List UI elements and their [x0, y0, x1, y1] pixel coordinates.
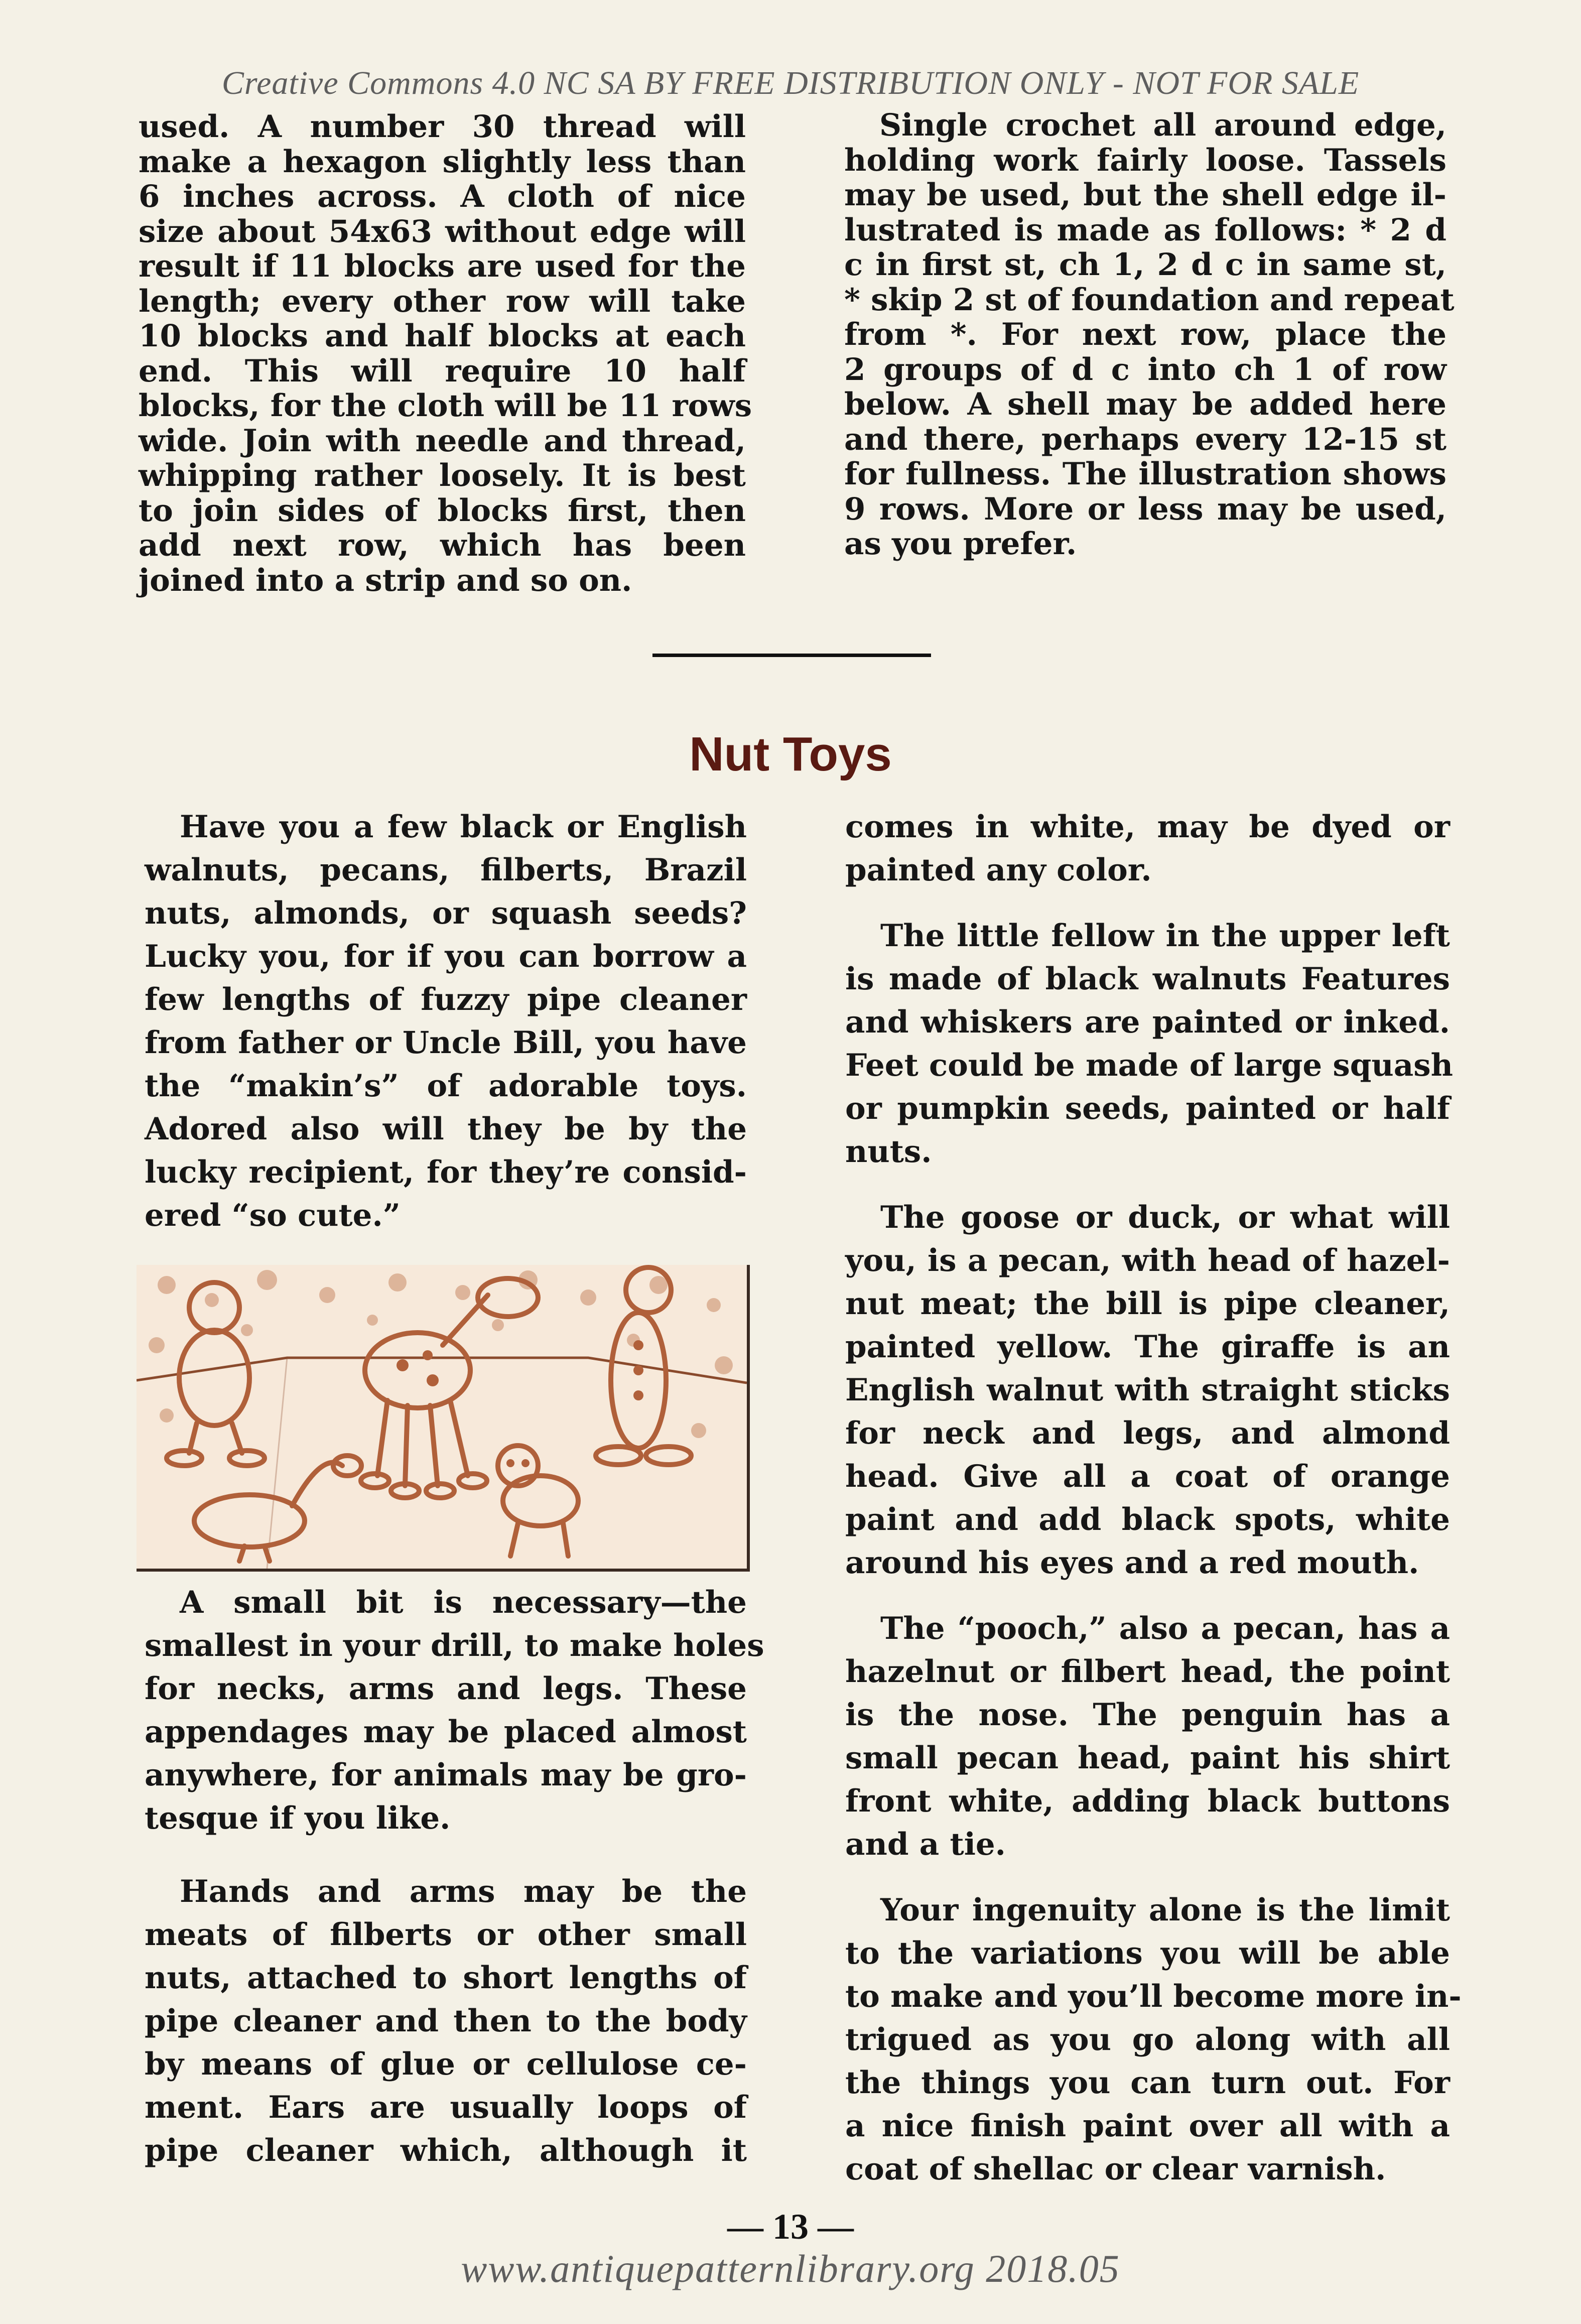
- section-title: Nut Toys: [689, 727, 892, 781]
- text-line: painted yellow. The giraffe is an: [845, 1329, 1450, 1365]
- text-line: below. A shell may be added here: [844, 386, 1446, 422]
- text-line: comes in white, may be dyed or: [845, 809, 1450, 845]
- nut-toys-left-intro: [145, 806, 747, 1237]
- text-line: A small bit is necessary—the: [180, 1585, 747, 1620]
- text-line: English walnut with straight sticks: [845, 1372, 1450, 1408]
- text-line: may be used, but the shell edge il-: [844, 177, 1446, 213]
- text-line: used. A number 30 thread will: [139, 109, 746, 145]
- text-line: pipe cleaner and then to the body: [145, 2003, 747, 2039]
- text-line: appendages may be placed almost: [145, 1714, 747, 1750]
- text-line: ered “so cute.”: [145, 1198, 401, 1233]
- text-line: joined into a strip and so on.: [139, 562, 632, 598]
- text-line: paint and add black spots, white: [845, 1502, 1450, 1537]
- text-line: the “makin’s” of adorable toys.: [145, 1068, 747, 1104]
- text-line: to the variations you will be able: [845, 1935, 1450, 1971]
- text-line: pipe cleaner which, although it: [145, 2133, 747, 2168]
- text-line: for neck and legs, and almond: [845, 1415, 1450, 1451]
- text-line: painted any color.: [845, 852, 1152, 888]
- text-line: meats of filberts or other small: [145, 1917, 747, 1953]
- nut-toys-illustration: [137, 1265, 750, 1572]
- text-line: from *. For next row, place the: [844, 317, 1446, 352]
- nut-toys-right-column: [845, 806, 1462, 2191]
- text-line: The little fellow in the upper left: [880, 918, 1450, 954]
- text-line: for fullness. The illustration shows: [844, 456, 1446, 492]
- top-left-column: [139, 109, 752, 598]
- text-line: c in first st, ch 1, 2 d c in same st,: [844, 247, 1446, 283]
- website-footer: www.antiquepatternlibrary.org 2018.05: [461, 2247, 1120, 2290]
- text-line: front white, adding black buttons: [845, 1783, 1450, 1819]
- text-line: by means of glue or cellulose ce-: [145, 2046, 747, 2082]
- text-line: ment. Ears are usually loops of: [145, 2090, 747, 2125]
- text-line: hazelnut or filbert head, the point: [845, 1654, 1450, 1690]
- text-line: wide. Join with needle and thread,: [139, 423, 746, 459]
- text-line: from father or Uncle Bill, you have: [145, 1025, 747, 1061]
- text-line: nuts.: [845, 1134, 932, 1170]
- text-line: nuts, attached to short lengths of: [145, 1960, 747, 1996]
- text-line: Lucky you, for if you can borrow a: [145, 939, 747, 974]
- top-right-column: [844, 107, 1455, 562]
- text-line: you, is a pecan, with head of hazel-: [845, 1243, 1450, 1278]
- text-line: nuts, almonds, or squash seeds?: [145, 895, 747, 931]
- text-line: to join sides of blocks first, then: [139, 492, 746, 529]
- text-line: tesque if you like.: [145, 1800, 451, 1836]
- text-line: a nice finish paint over all with a: [845, 2108, 1450, 2144]
- text-line: smallest in your drill, to make holes: [145, 1628, 764, 1663]
- text-line: make a hexagon slightly less than: [139, 144, 746, 180]
- text-line: holding work fairly loose. Tassels: [844, 142, 1446, 178]
- text-line: 2 groups of d c into ch 1 of row: [844, 351, 1446, 388]
- text-line: size about 54x63 without edge will: [139, 213, 746, 249]
- text-line: and there, perhaps every 12-15 st: [844, 421, 1446, 457]
- text-line: small pecan head, paint his shirt: [845, 1740, 1450, 1776]
- section-divider: [652, 654, 931, 657]
- text-line: end. This will require 10 half: [139, 353, 746, 389]
- text-line: 6 inches across. A cloth of nice: [139, 179, 746, 214]
- text-line: nut meat; the bill is pipe cleaner,: [845, 1286, 1450, 1322]
- text-line: Hands and arms may be the: [180, 1874, 747, 1909]
- text-line: Your ingenuity alone is the limit: [880, 1892, 1450, 1928]
- text-line: is the nose. The penguin has a: [845, 1697, 1450, 1733]
- text-line: for necks, arms and legs. These: [145, 1671, 747, 1707]
- text-line: Adored also will they be by the: [145, 1111, 747, 1147]
- text-line: is made of black walnuts Features: [845, 961, 1450, 997]
- text-line: to make and you’ll become more in-: [845, 1979, 1462, 2014]
- text-line: 10 blocks and half blocks at each: [139, 318, 746, 354]
- text-line: The goose or duck, or what will: [880, 1200, 1450, 1235]
- text-line: blocks, for the cloth will be 11 rows: [139, 388, 752, 424]
- text-line: few lengths of fuzzy pipe cleaner: [145, 982, 747, 1017]
- text-line: The “pooch,” also a pecan, has a: [880, 1611, 1450, 1646]
- text-line: as you prefer.: [844, 526, 1077, 562]
- text-line: length; every other row will take: [139, 283, 746, 319]
- text-line: and a tie.: [845, 1827, 1006, 1862]
- text-line: lucky recipient, for they’re consid-: [145, 1154, 747, 1190]
- text-line: or pumpkin seeds, painted or half: [845, 1091, 1450, 1126]
- license-header: Creative Commons 4.0 NC SA BY FREE DISTRIBUTION ONLY - NOT FOR SALE: [221, 65, 1360, 101]
- page-number: — 13 —: [727, 2207, 854, 2247]
- text-line: Single crochet all around edge,: [879, 107, 1446, 143]
- text-line: coat of shellac or clear varnish.: [845, 2151, 1386, 2187]
- text-line: add next row, which has been: [139, 528, 746, 563]
- text-line: and whiskers are painted or inked.: [845, 1004, 1450, 1040]
- text-line: anywhere, for animals may be gro-: [145, 1757, 747, 1793]
- text-line: * skip 2 st of foundation and repeat: [844, 282, 1455, 318]
- text-line: whipping rather loosely. It is best: [139, 458, 746, 493]
- text-line: result if 11 blocks are used for the: [139, 248, 746, 284]
- text-line: 9 rows. More or less may be used,: [844, 491, 1446, 527]
- text-line: Feet could be made of large squash: [845, 1048, 1453, 1083]
- text-line: Have you a few black or English: [180, 809, 747, 845]
- text-line: the things you can turn out. For: [845, 2065, 1450, 2101]
- nut-toys-left-body: [145, 1581, 764, 2172]
- text-line: head. Give all a coat of orange: [845, 1459, 1450, 1494]
- text-line: around his eyes and a red mouth.: [845, 1545, 1419, 1581]
- text-line: lustrated is made as follows: * 2 d: [844, 212, 1446, 248]
- text-line: walnuts, pecans, filberts, Brazil: [145, 852, 747, 888]
- text-line: trigued as you go along with all: [845, 2022, 1450, 2057]
